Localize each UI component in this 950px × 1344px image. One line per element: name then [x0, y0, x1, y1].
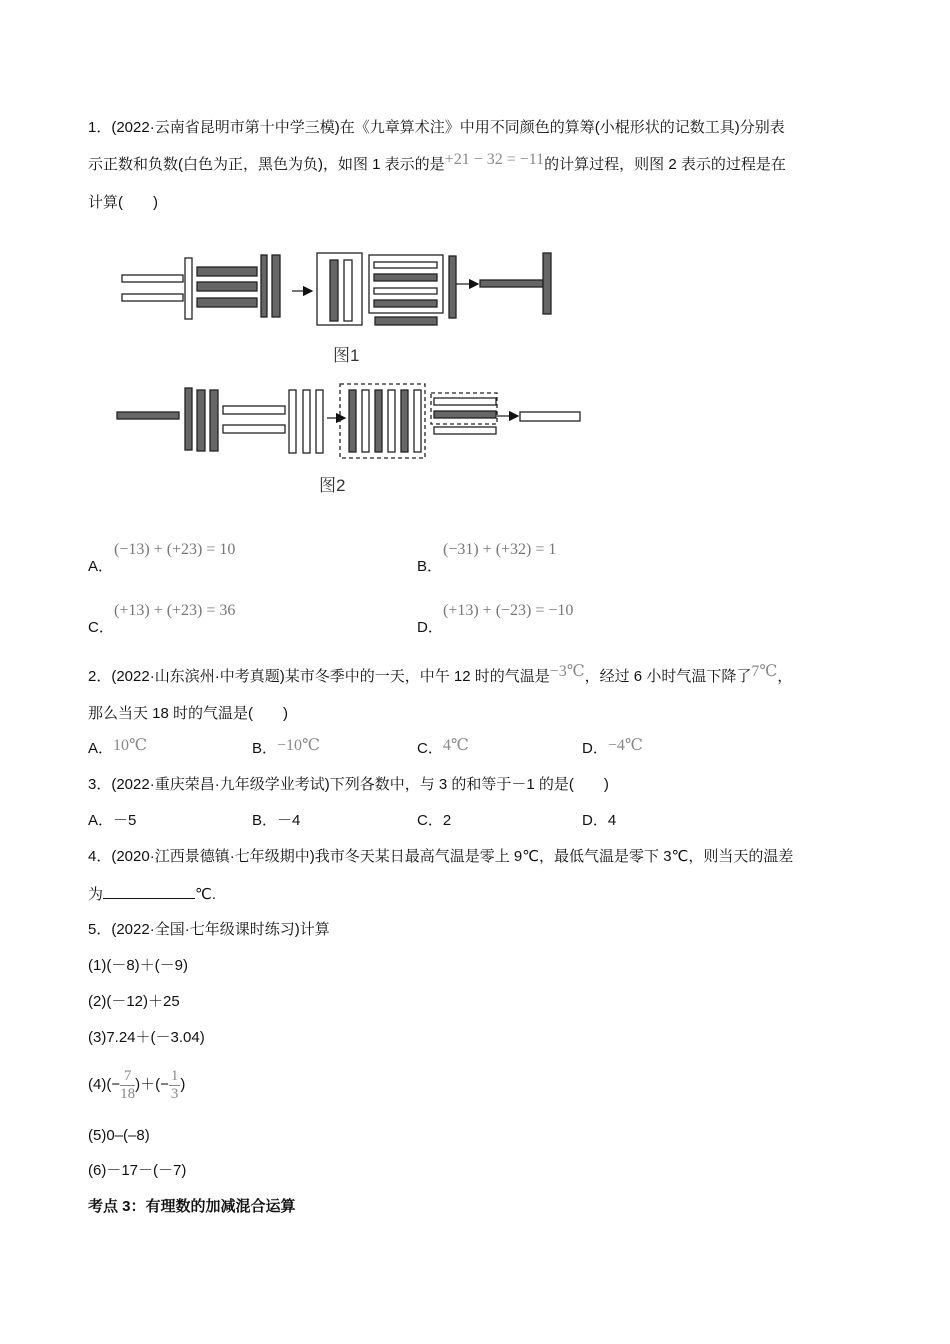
- q1-line2-post: 的计算过程，则图 2 表示的过程是在: [544, 156, 786, 173]
- option-math: −10℃: [277, 737, 320, 754]
- q2-text: ，经过 6 小时气温下降了: [584, 668, 752, 685]
- option-label: A．: [88, 740, 114, 757]
- denominator: 18: [120, 1085, 136, 1102]
- option-math: 4℃: [442, 737, 469, 754]
- q4-line2: [88, 884, 216, 905]
- q2-line1: [88, 663, 793, 687]
- q1-math: +21 − 32 = −11: [444, 151, 545, 168]
- q5-item-2: (2)(－12)＋25: [88, 993, 180, 1010]
- q5-item-4: [88, 1064, 185, 1106]
- option-label: D．: [417, 619, 443, 636]
- option-label: C．: [417, 740, 443, 757]
- q2-option-d[interactable]: [582, 739, 643, 759]
- q5-item-6: (6)－17－(－7): [88, 1162, 187, 1179]
- option-label: A．: [88, 558, 114, 575]
- figure-1: [122, 253, 551, 325]
- figure-2-caption: 图2: [319, 476, 346, 495]
- option-math: 10℃: [113, 737, 147, 754]
- q5-text: (4)(−: [88, 1076, 121, 1093]
- q1-figures: [0, 0, 950, 520]
- numerator: 7: [120, 1068, 135, 1086]
- option-math: −4℃: [607, 737, 643, 754]
- q3-line1: 3．(2022·重庆荣昌·九年级学业考试)下列各数中，与 3 的和等于－1 的是( ): [88, 776, 609, 793]
- q5-text: ): [180, 1076, 186, 1093]
- q5-item-5: (5)0–(–8): [88, 1127, 150, 1144]
- q2-math2: 7℃: [751, 663, 778, 680]
- q2-option-c[interactable]: [417, 739, 469, 759]
- option-math: (−13) + (+23) = 10: [114, 541, 236, 558]
- q2-option-a[interactable]: [88, 739, 147, 759]
- q4-text: ℃.: [195, 886, 217, 903]
- q3-option-c[interactable]: C．2: [417, 812, 452, 829]
- q5-text: )＋(−: [135, 1076, 169, 1093]
- numerator: 1: [170, 1067, 179, 1084]
- q3-option-d[interactable]: D．4: [582, 812, 617, 829]
- q1-line1: 1．(2022·云南省昆明市第十中学三模)在《九章算术注》中用不同颜色的算筹(小棍形状的记数工具)分别表: [88, 119, 785, 136]
- q3-option-a[interactable]: A．－5: [88, 812, 137, 829]
- option-label: C．: [88, 619, 114, 636]
- q2-math1: −3℃: [549, 663, 585, 680]
- q4-text: 为: [88, 886, 104, 903]
- q2-text: 2．(2022·山东滨州·中考真题)某市冬季中的一天，中午 12 时的气温是: [88, 668, 550, 685]
- option-math: (+13) + (−23) = −10: [443, 602, 574, 619]
- q2-option-b[interactable]: [252, 739, 320, 759]
- q5-line1: 5．(2022·全国·七年级课时练习)计算: [88, 921, 330, 938]
- q1-line3: 计算( ): [88, 194, 158, 211]
- option-label: B．: [252, 740, 278, 757]
- q2-line2: 那么当天 18 时的气温是( ): [88, 705, 289, 722]
- q4-line1: 4．(2020·江西景德镇·七年级期中)我市冬天某日最高气温是零上 9℃，最低气温是零下 3℃，则当天的温差: [88, 848, 794, 865]
- figure-2: [117, 384, 580, 458]
- option-label: D．: [582, 740, 608, 757]
- q1-line2-pre: 示正数和负数(白色为正，黑色为负)，如图 1 表示的是: [88, 156, 445, 173]
- q3-option-b[interactable]: B．－4: [252, 812, 301, 829]
- option-math: (−31) + (+32) = 1: [443, 541, 557, 558]
- q5-item-3: (3)7.24＋(－3.04): [88, 1029, 205, 1046]
- fraction: [169, 1068, 181, 1103]
- q4-answer-blank[interactable]: [103, 884, 195, 899]
- q2-text: ，: [777, 668, 793, 685]
- denominator: 3: [170, 1085, 179, 1102]
- q5-item-1: (1)(－8)＋(－9): [88, 957, 188, 974]
- option-math: (+13) + (+23) = 36: [114, 602, 236, 619]
- figure-1-caption: 图1: [333, 346, 360, 365]
- fraction: [120, 1068, 135, 1103]
- section-heading: 考点 3：有理数的加减混合运算: [88, 1198, 296, 1215]
- option-label: B．: [417, 558, 443, 575]
